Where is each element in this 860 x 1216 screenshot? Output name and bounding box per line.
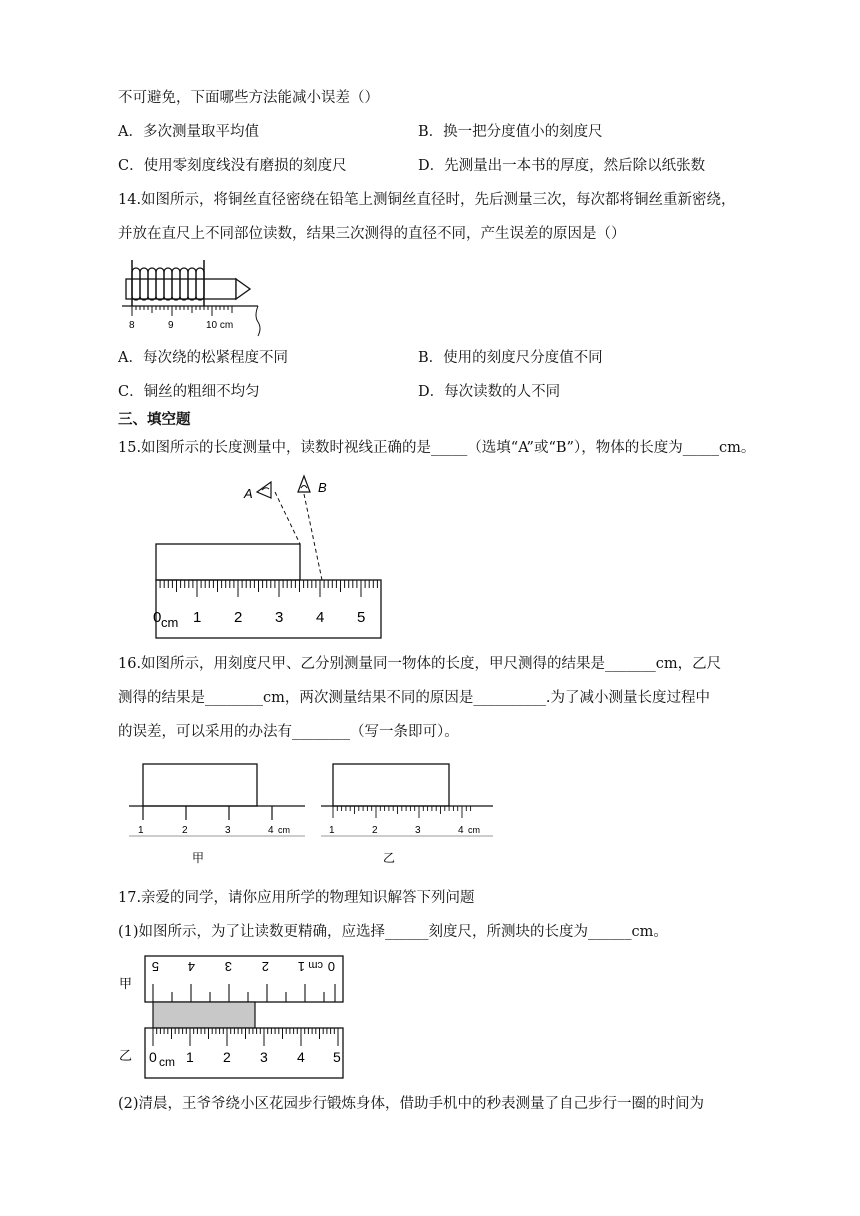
q14-text-line1: 14.如图所示，将铜丝直径密绕在铅笔上测铜丝直径时，先后测量三次，每次都将铜丝重新密绕，: [118, 192, 736, 208]
q13-text: 不可避免，下面哪些方法能减小误差（）: [118, 90, 379, 106]
q15-num-0: 0: [153, 609, 162, 626]
q16-jia-num-2: 2: [182, 825, 188, 836]
q15-num-1: 1: [193, 609, 202, 626]
q15-unit: cm: [161, 615, 179, 630]
q16-yi-caption: 乙: [383, 851, 396, 865]
q17-yi-num-1: 1: [186, 1049, 194, 1065]
q15-text: 15.如图所示的长度测量中，读数时视线正确的是_____（选填“A”或“B”），物体的长度为_____cm。: [118, 440, 756, 456]
section-heading: 三、填空题: [118, 411, 191, 428]
q17-jia-num-5: 5: [151, 959, 159, 974]
q15-num-5: 5: [357, 609, 366, 626]
q17-jia-num-2: 2: [261, 959, 269, 974]
q17-part1-text: (1)如图所示，为了让读数更精确，应选择______刻度尺，所测块的长度为______cm。: [118, 924, 668, 940]
q15-num-3: 3: [275, 609, 284, 626]
q14-label-10: 10 cm: [206, 320, 234, 331]
q14-text-line2: 并放在直尺上不同部位读数，结果三次测得的直径不同，产生误差的原因是（）: [118, 226, 626, 242]
q17-yi-num-3: 3: [260, 1049, 268, 1065]
q13-option-a: A．多次测量取平均值: [118, 124, 259, 140]
q14-option-d: D．每次读数的人不同: [418, 384, 561, 400]
q16-jia-caption: 甲: [192, 851, 205, 865]
q16-text-line1: 16.如图所示，用刻度尺甲、乙分别测量同一物体的长度，甲尺测得的结果是_______cm，乙尺: [118, 656, 722, 672]
q16-jia-unit: cm: [278, 825, 290, 835]
q17-part2-text: (2)清晨，王爷爷绕小区花园步行锻炼身体，借助手机中的秒表测量了自己步行一圈的时间为: [118, 1096, 705, 1112]
q17-jia-num-1: 1: [297, 959, 305, 974]
q17-yi-unit: cm: [159, 1055, 175, 1069]
q13-option-b: B．换一把分度值小的刻度尺: [418, 124, 603, 140]
q16-yi-num-3: 3: [415, 825, 421, 836]
q14-label-8: 8: [129, 320, 135, 331]
q15-eye-a-label: A: [244, 486, 253, 501]
q15-num-2: 2: [234, 609, 243, 626]
q17-measured-block: [153, 1002, 255, 1028]
q14-option-c: C．铜丝的粗细不均匀: [118, 384, 260, 400]
q16-yi-num-2: 2: [372, 825, 378, 836]
q16-jia-num-1: 1: [138, 825, 144, 836]
q16-jia-num-3: 3: [225, 825, 231, 836]
q14-label-9: 9: [168, 320, 174, 331]
q17-jia-num-0: 0: [327, 959, 335, 974]
q16-text-line2: 测得的结果是________cm，两次测量结果不同的原因是__________.为了减小测量长度过程中: [118, 690, 710, 706]
q16-figure: [125, 760, 500, 870]
q16-jia-num-4: 4: [268, 825, 274, 836]
q16-text-line3: 的误差，可以采用的办法有________（写一条即可）。: [118, 724, 459, 740]
q17-label-jia: 甲: [119, 976, 133, 991]
q16-yi-num-4: 4: [458, 825, 464, 836]
q14-option-b: B．使用的刻度尺分度值不同: [418, 350, 603, 366]
q16-yi-unit: cm: [468, 825, 480, 835]
q17-jia-num-4: 4: [187, 959, 195, 974]
q17-yi-num-2: 2: [223, 1049, 231, 1065]
q17-label-yi: 乙: [119, 1048, 133, 1063]
q15-eye-b-label: B: [318, 480, 327, 495]
q14-figure: [118, 256, 268, 336]
q15-num-4: 4: [316, 609, 325, 626]
q15-figure: [140, 470, 390, 642]
q17-yi-num-4: 4: [297, 1049, 305, 1065]
q13-option-c: C．使用零刻度线没有磨损的刻度尺: [118, 158, 347, 174]
q13-option-d: D．先测量出一本书的厚度，然后除以纸张数: [418, 158, 706, 174]
q17-yi-num-5: 5: [333, 1049, 341, 1065]
q17-jia-unit: cm: [308, 959, 323, 971]
q17-yi-num-0: 0: [149, 1049, 157, 1065]
q17-figure: [115, 954, 355, 1084]
q17-text: 17.亲爱的同学，请你应用所学的物理知识解答下列问题: [118, 890, 475, 906]
q16-yi-num-1: 1: [329, 825, 335, 836]
q14-option-a: A．每次绕的松紧程度不同: [118, 350, 288, 366]
q17-jia-num-3: 3: [224, 959, 232, 974]
